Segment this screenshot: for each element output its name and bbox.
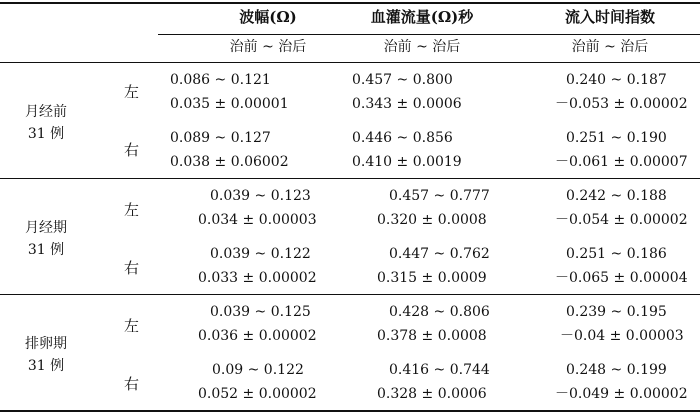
header-bottom-rule: [0, 62, 700, 63]
column-subheader-inflow-index: 治前 ~ 治后: [571, 39, 649, 55]
table-cell: 0.242 ~ 0.188: [566, 188, 667, 204]
side-label-left: 左: [124, 201, 140, 219]
table-cell: －0.049 ± 0.00002: [555, 386, 688, 402]
table-cell: 0.089 ~ 0.127: [170, 130, 271, 146]
table-cell: 0.328 ± 0.0006: [377, 386, 487, 402]
table-cell: －0.053 ± 0.00002: [555, 96, 688, 112]
table-cell: 0.457 ~ 0.777: [389, 188, 490, 204]
table-cell: 0.052 ± 0.00002: [198, 386, 317, 402]
table-cell: 0.039 ~ 0.123: [210, 188, 311, 204]
table-cell: 0.039 ~ 0.122: [210, 246, 311, 262]
table-cell: 0.039 ~ 0.125: [210, 304, 311, 320]
table-cell: 0.033 ± 0.00002: [198, 270, 317, 286]
side-label-left: 左: [124, 317, 140, 335]
table-cell: 0.240 ~ 0.187: [566, 72, 667, 88]
table-cell: 0.038 ± 0.06002: [170, 154, 289, 170]
header-sub-rule: [158, 34, 700, 35]
group-label: 月经期: [25, 220, 67, 236]
table-cell: 0.251 ~ 0.186: [566, 246, 667, 262]
table-cell: 0.343 ± 0.0006: [352, 96, 462, 112]
group-divider-2: [0, 294, 700, 295]
table-cell: －0.054 ± 0.00002: [555, 212, 688, 228]
table-cell: 0.447 ~ 0.762: [389, 246, 490, 262]
table-cell: 0.428 ~ 0.806: [389, 304, 490, 320]
table-cell: 0.315 ± 0.0009: [377, 270, 487, 286]
table-cell: 0.09 ~ 0.122: [212, 362, 304, 378]
table-cell: 0.320 ± 0.0008: [377, 212, 487, 228]
column-header-inflow-index: 流入时间指数: [564, 8, 656, 26]
column-header-perfusion: 血灌流量(Ω)秒: [370, 8, 474, 26]
table-cell: 0.457 ~ 0.800: [352, 72, 453, 88]
table-cell: 0.034 ± 0.00003: [198, 212, 317, 228]
table-cell: －0.04 ± 0.00003: [560, 328, 684, 344]
table-cell: 0.086 ~ 0.121: [170, 72, 271, 88]
table-cell: 0.248 ~ 0.199: [566, 362, 667, 378]
group-count: 31 例: [27, 358, 65, 374]
column-subheader-amplitude: 治前 ~ 治后: [229, 39, 307, 55]
table-cell: 0.035 ± 0.00001: [170, 96, 289, 112]
table-cell: 0.446 ~ 0.856: [352, 130, 453, 146]
group-label: 排卵期: [25, 336, 67, 352]
table-cell: 0.239 ~ 0.195: [566, 304, 667, 320]
bottom-rule: [0, 410, 700, 412]
side-label-left: 左: [124, 83, 140, 101]
table-cell: 0.251 ~ 0.190: [566, 130, 667, 146]
top-rule: [0, 2, 700, 4]
table-cell: 0.036 ± 0.00002: [198, 328, 317, 344]
column-subheader-perfusion: 治前 ~ 治后: [383, 39, 461, 55]
table-cell: －0.065 ± 0.00004: [555, 270, 688, 286]
table-cell: 0.410 ± 0.0019: [352, 154, 462, 170]
side-label-right: 右: [124, 141, 140, 159]
side-label-right: 右: [124, 259, 140, 277]
group-count: 31 例: [27, 242, 65, 258]
column-header-amplitude: 波幅(Ω): [239, 8, 297, 26]
side-label-right: 右: [124, 375, 140, 393]
group-divider-1: [0, 178, 700, 179]
group-label: 月经前: [25, 104, 67, 120]
table-cell: －0.061 ± 0.00007: [555, 154, 688, 170]
group-count: 31 例: [27, 126, 65, 142]
table-cell: 0.378 ± 0.0008: [377, 328, 487, 344]
table-cell: 0.416 ~ 0.744: [389, 362, 490, 378]
